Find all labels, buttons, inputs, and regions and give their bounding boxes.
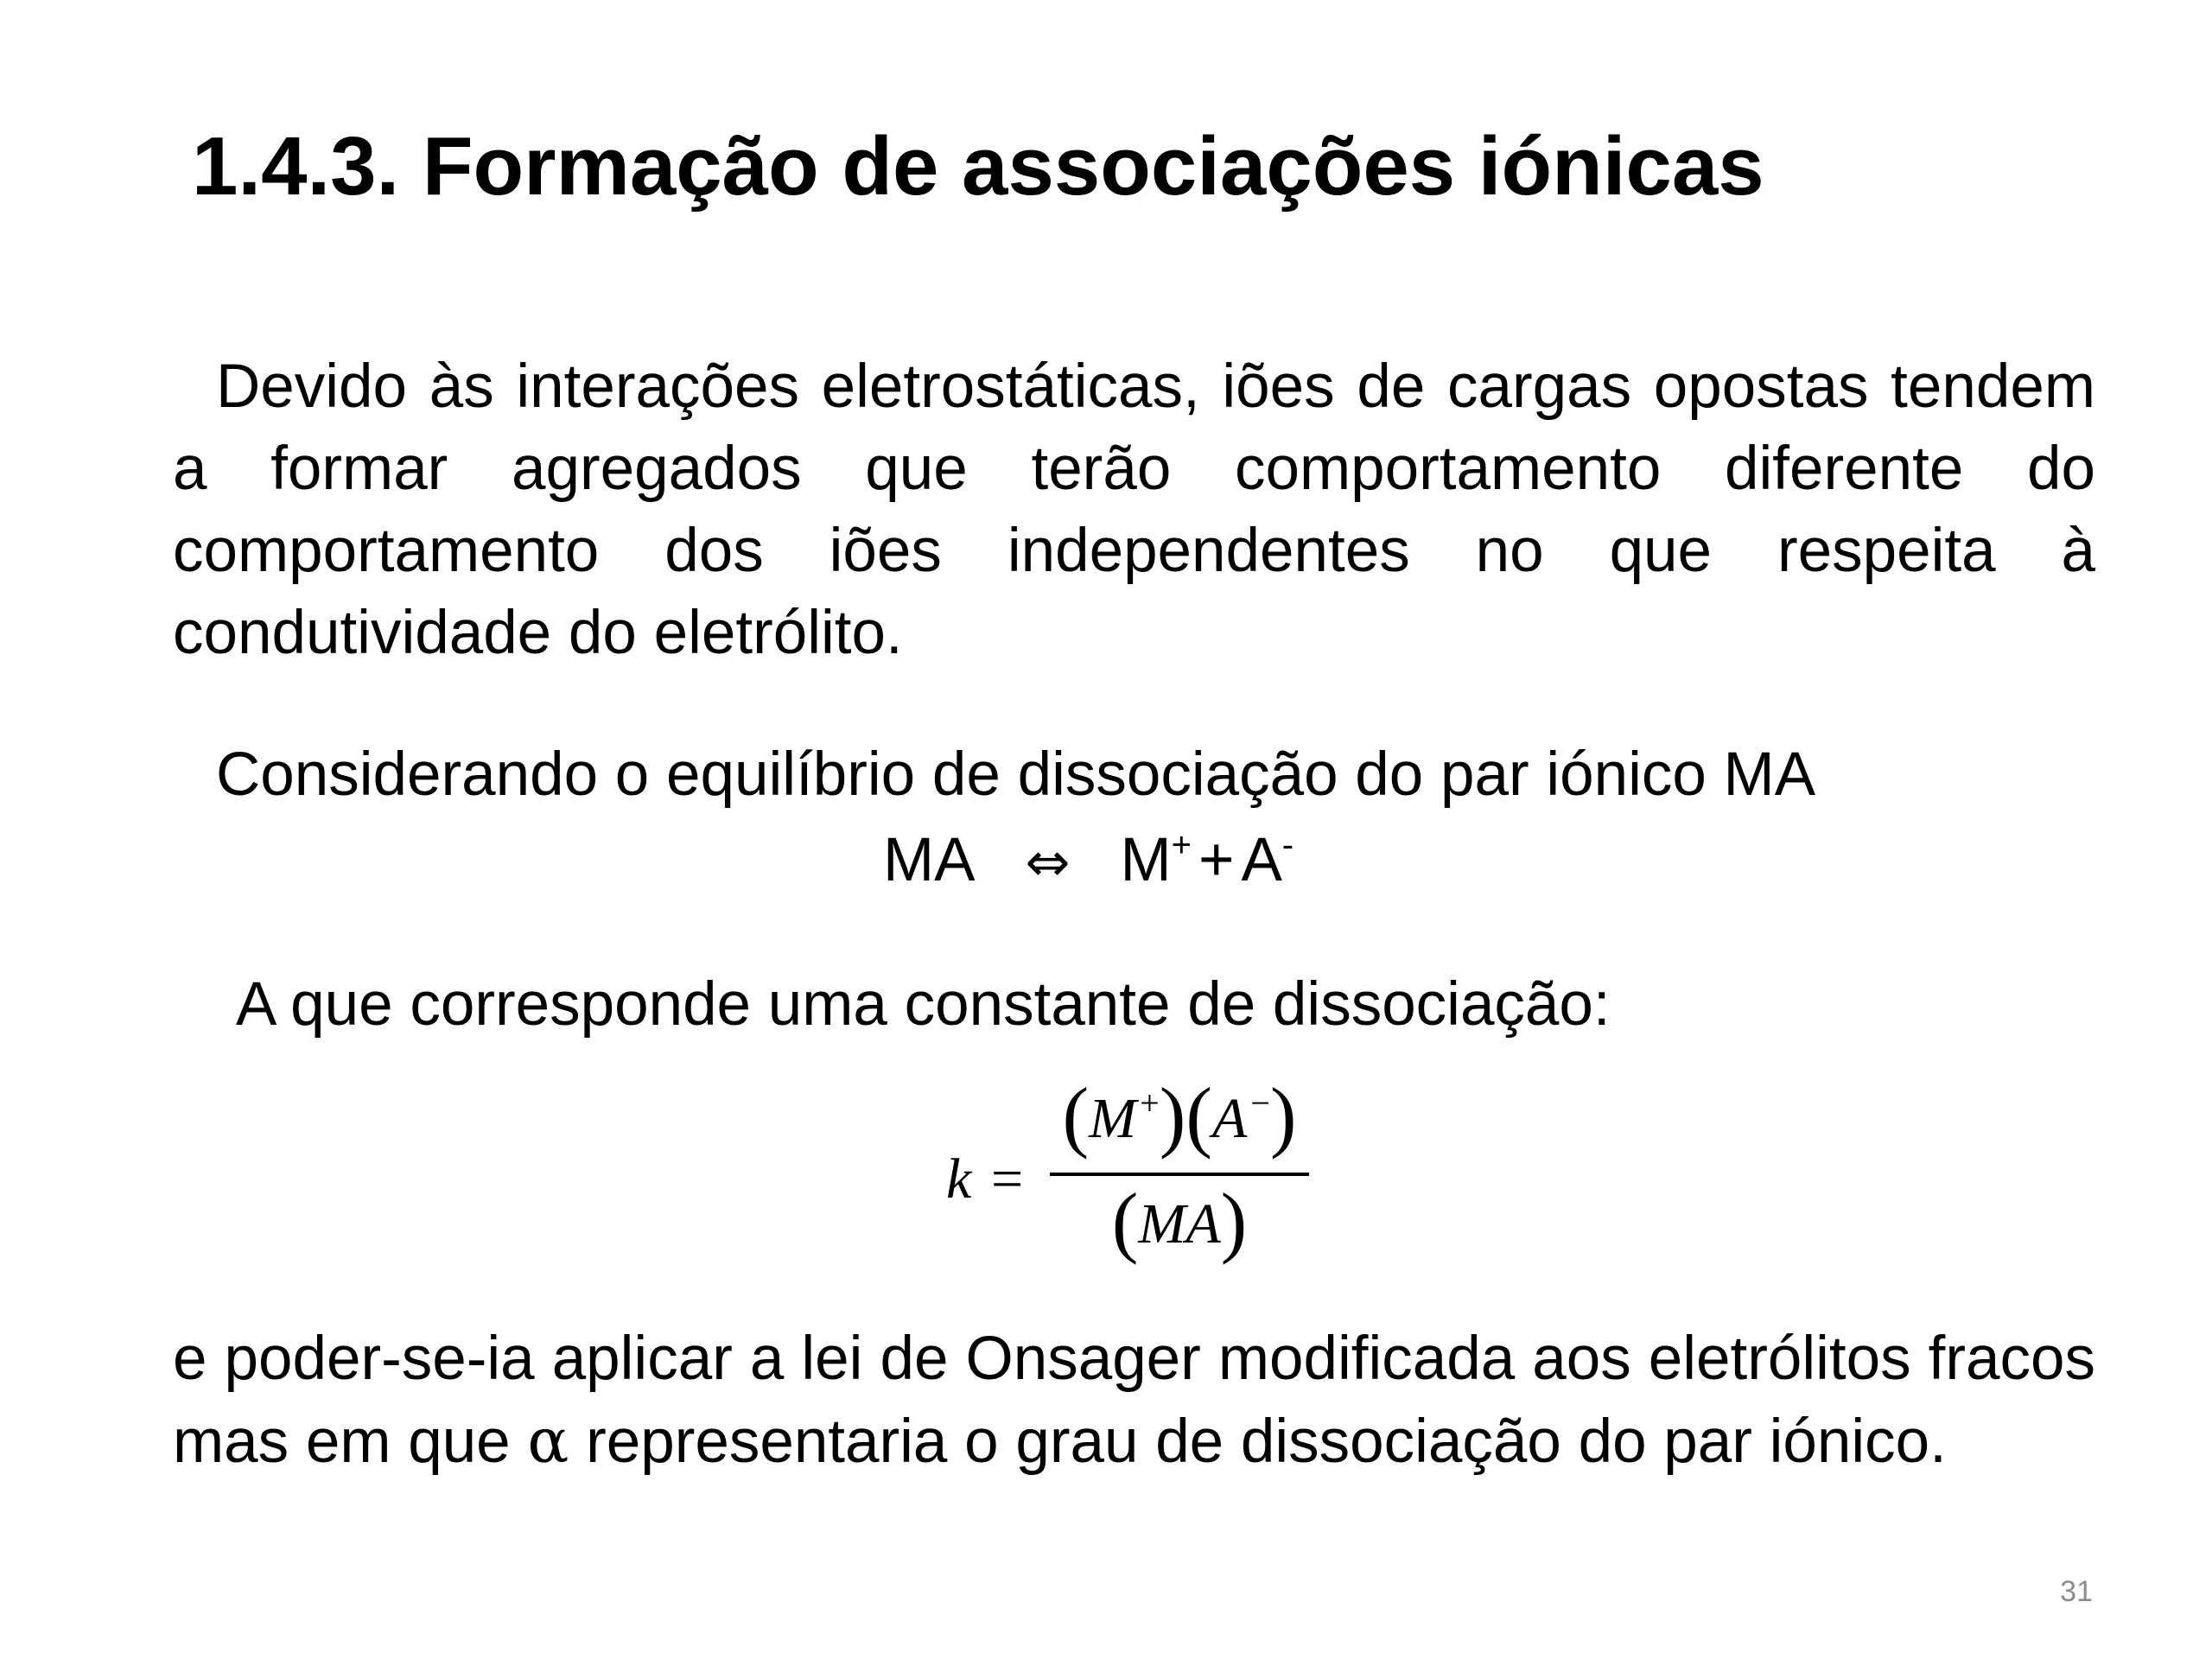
numerator-cation: M <box>1089 1087 1137 1150</box>
numerator-open-paren-2: ( <box>1185 1071 1212 1160</box>
numerator-cation-charge: + <box>1140 1084 1160 1122</box>
equals-sign: = <box>991 1147 1024 1211</box>
dissociation-reaction <box>883 822 1294 901</box>
equation-lhs: k <box>946 1147 972 1211</box>
equation-denominator <box>1050 1177 1309 1268</box>
anion-symbol: A <box>1241 826 1282 894</box>
numerator-anion-charge: − <box>1250 1084 1270 1122</box>
dissociation-constant-equation <box>946 1071 1309 1274</box>
denominator-species: MA <box>1138 1192 1221 1255</box>
reactant-formula: MA <box>883 826 976 894</box>
anion-charge: - <box>1281 826 1294 864</box>
onsager-text-end: representaria o grau de dissociação do par iónico. <box>569 1408 1947 1476</box>
numerator-close-paren-1: ) <box>1159 1071 1186 1160</box>
page-number: 31 <box>2060 1575 2093 1608</box>
denominator-close-paren: ) <box>1220 1177 1248 1265</box>
cation-charge: + <box>1171 826 1192 864</box>
equilibrium-intro-text: Considerando o equilíbrio de dissociação do par iónico MA <box>216 741 1816 809</box>
equilibrium-arrow-icon: ⇔ <box>1025 830 1071 893</box>
numerator-open-paren-1: ( <box>1062 1071 1090 1160</box>
numerator-anion: A <box>1211 1087 1248 1150</box>
slide-title: 1.4.3. Formação de associações iónicas <box>192 120 1764 213</box>
intro-paragraph: Devido às interações eletrostáticas, iões de cargas opostas tendem a formar agregados que terão comportamento diferente do comportamento dos iões independentes no que respeita à condutividade do eletrólito. <box>173 353 2095 667</box>
plus-sign: + <box>1198 826 1235 894</box>
fraction-bar <box>1050 1173 1309 1176</box>
numerator-close-paren-2: ) <box>1269 1071 1297 1160</box>
constant-intro-text: A que corresponde uma constante de dissociação: <box>236 970 1611 1039</box>
onsager-text-start: e poder-se-ia aplicar a lei de Onsager modificada aos eletrólitos fracos mas em que <box>173 1325 2095 1476</box>
onsager-paragraph <box>173 1318 2095 1483</box>
denominator-open-paren: ( <box>1111 1177 1139 1265</box>
cation-symbol: M <box>1120 826 1172 894</box>
alpha-symbol: α <box>527 1405 569 1477</box>
equation-numerator <box>1050 1071 1309 1162</box>
